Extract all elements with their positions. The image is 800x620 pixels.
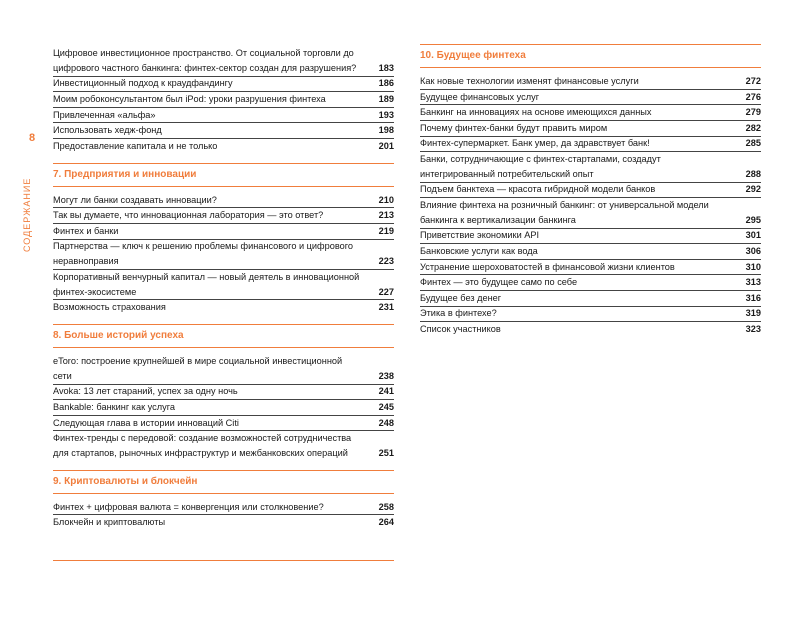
page-number: 8 [29,132,36,144]
toc-entry[interactable] [420,322,761,337]
toc-entry-page: 198 [378,125,394,136]
toc-entry-title: Почему финтех-банки будут править миром [420,122,608,133]
toc-entry-page: 295 [745,214,761,225]
toc-entry[interactable] [420,306,761,321]
toc-chapter [53,163,394,315]
toc-chapter [53,470,394,530]
chapter-heading[interactable]: 8. Больше историй успеха [53,329,184,341]
toc-entry-page: 279 [745,107,761,118]
toc-chapter [420,44,761,337]
toc-entry[interactable] [420,121,761,136]
toc-entry-title: Банки, сотрудничающие с финтех-стартапами, создадут интегрированный потребительский опыт [420,153,661,179]
toc-entry-page: 189 [378,93,394,104]
toc-entry-page: 282 [745,122,761,133]
toc-entry[interactable] [420,105,761,120]
toc-entry-page: 258 [378,501,394,512]
toc-entry-page: 288 [745,168,761,179]
toc-entry[interactable] [53,123,394,138]
toc-entry-title: Блокчейн и криптовалюты [53,517,166,528]
toc-entry-page: 213 [378,210,394,221]
toc-entry[interactable] [53,76,394,91]
chapter-heading[interactable]: 10. Будущее финтеха [420,50,526,61]
toc-entry-title: Моим робоконсультантом был iPod: уроки разрушения финтеха [53,93,326,104]
chapter-rule-bottom [53,186,394,187]
toc-entry[interactable] [53,384,394,399]
toc-entry-title: Устранение шероховатостей в финансовой жизни клиентов [420,261,675,272]
toc-entry-page: 276 [745,91,761,102]
toc-entry-title: Финтех + цифровая валюта = конвергенция или столкновение? [53,501,324,512]
toc-entry-page: 201 [378,140,394,151]
toc-entry-title: Avoka: 13 лет стараний, успех за одну ночь [53,386,238,397]
toc-entry[interactable] [53,208,394,223]
toc-entry-title: Следующая глава в истории инноваций Citi [53,417,239,428]
toc-entry[interactable] [53,500,394,515]
toc-entry-page: 251 [378,447,394,458]
toc-entry-title: Привлеченная «альфа» [53,109,156,120]
toc-entry-page: 306 [745,245,761,256]
toc-entry-title: Подъем банктеха — красота гибридной модели банков [420,184,656,195]
toc-entry[interactable] [420,275,761,290]
toc-entry[interactable] [53,515,394,530]
toc-entry-page: 285 [745,138,761,149]
toc-entry-title: Возможность страхования [53,302,166,313]
toc-entry-title: Банковские услуги как вода [420,245,538,256]
toc-entry[interactable] [53,431,394,461]
toc-entry-page: 319 [745,308,761,319]
toc-entry-title: Партнерства — ключ к решению проблемы финансового и цифрового неравноправия [53,241,353,267]
toc-entry-title: Bankable: банкинг как услуга [53,401,175,412]
toc-continued-list [53,46,394,154]
toc-entry-title: Будущее без денег [420,292,502,303]
bottom-rule [53,560,394,561]
toc-entry-page: 323 [745,323,761,334]
toc-entry-title: Предоставление капитала и не только [53,140,218,151]
toc-entry-page: 219 [378,225,394,236]
toc-entry-title: Могут ли банки создавать инновации? [53,194,217,205]
toc-entry-title: Влияние финтеха на розничный банкинг: от универсальной модели банкинга к вертикализации банкинга [420,199,709,225]
toc-entry-page: 227 [378,286,394,297]
toc-entry[interactable] [420,74,761,89]
toc-entry[interactable] [53,92,394,107]
toc-entry-page: 316 [745,292,761,303]
toc-entry-title: Корпоративный венчурный капитал — новый деятель в инновационной финтех-экосистеме [53,271,360,297]
toc-entry-title: Будущее финансовых услуг [420,91,540,102]
toc-entry-page: 231 [378,302,394,313]
toc-entry[interactable] [420,90,761,105]
toc-entry-page: 245 [378,401,394,412]
toc-entry[interactable] [53,239,394,269]
toc-entry-title: Банкинг на инновациях на основе имеющихся данных [420,107,652,118]
running-title: СОДЕРЖАНИЕ [22,177,32,252]
toc-entry[interactable] [420,228,761,243]
toc-entry[interactable] [420,291,761,306]
toc-entry[interactable] [53,108,394,123]
toc-entry-page: 313 [745,277,761,288]
toc-entry-page: 264 [378,517,394,528]
toc-entry[interactable] [420,152,761,182]
toc-entry[interactable] [420,198,761,228]
toc-entry[interactable] [420,244,761,259]
toc-entry-page: 301 [745,230,761,241]
toc-entry-page: 248 [378,417,394,428]
toc-entry-page: 186 [378,78,394,89]
toc-entry[interactable] [53,193,394,208]
toc-entry-page: 241 [378,386,394,397]
toc-entry-page: 183 [378,62,394,73]
toc-entry[interactable] [53,300,394,315]
toc-entry[interactable] [53,46,394,76]
toc-entry-title: Финтех-супермаркет. Банк умер, да здравствует банк! [420,138,650,149]
toc-entry-page: 310 [745,261,761,272]
toc-entry-title: Финтех-тренды с передовой: создание возможностей сотрудничества для стартапов, рыночных инфраструктур и межбанковских операций [53,433,352,458]
toc-entry-title: Цифровое инвестиционное пространство. От социальной торговли до цифрового частного банкинга: финтех-сектор создан для разрушения? [53,48,357,73]
toc-entry-title: Так вы думаете, что инновационная лаборатория — это ответ? [53,210,324,221]
toc-entry-title: Финтех — это будущее само по себе [420,277,578,288]
toc-entry-page: 292 [745,184,761,195]
toc-entry[interactable] [420,260,761,275]
toc-entry[interactable] [53,400,394,415]
toc-right-column [420,44,761,337]
toc-entry-title: Инвестиционный подход к краудфандингу [53,78,233,89]
toc-entry-title: Финтех и банки [53,225,119,236]
toc-entry-title: eToro: построение крупнейшей в мире социальной инвестиционной сети [53,355,343,381]
chapter-heading[interactable]: 7. Предприятия и инновации [53,168,197,180]
toc-entry-title: Список участников [420,323,501,334]
chapter-rule-bottom [53,347,394,348]
chapter-rule-bottom [420,67,761,68]
toc-chapter [53,324,394,461]
toc-entry[interactable] [53,224,394,239]
toc-entry-page: 193 [378,109,394,120]
toc-entry[interactable] [420,182,761,197]
toc-entry-title: Использовать хедж-фонд [53,125,162,136]
toc-entry-title: Как новые технологии изменят финансовые услуги [420,76,639,86]
toc-entry-page: 223 [378,256,394,267]
toc-entry[interactable] [53,139,394,154]
toc-entry[interactable] [420,136,761,151]
toc-entry-page: 238 [378,370,394,381]
chapter-rule-bottom [53,493,394,494]
toc-entry-page: 272 [745,76,761,86]
toc-entry[interactable] [53,270,394,300]
chapter-heading[interactable]: 9. Криптовалюты и блокчейн [53,475,198,487]
toc-left-column [53,46,394,561]
toc-entry[interactable] [53,416,394,431]
toc-entry-title: Этика в финтехе? [420,308,497,319]
toc-entry-title: Приветствие экономики API [420,230,540,241]
toc-entry[interactable] [53,354,394,384]
toc-entry-page: 210 [378,194,394,205]
